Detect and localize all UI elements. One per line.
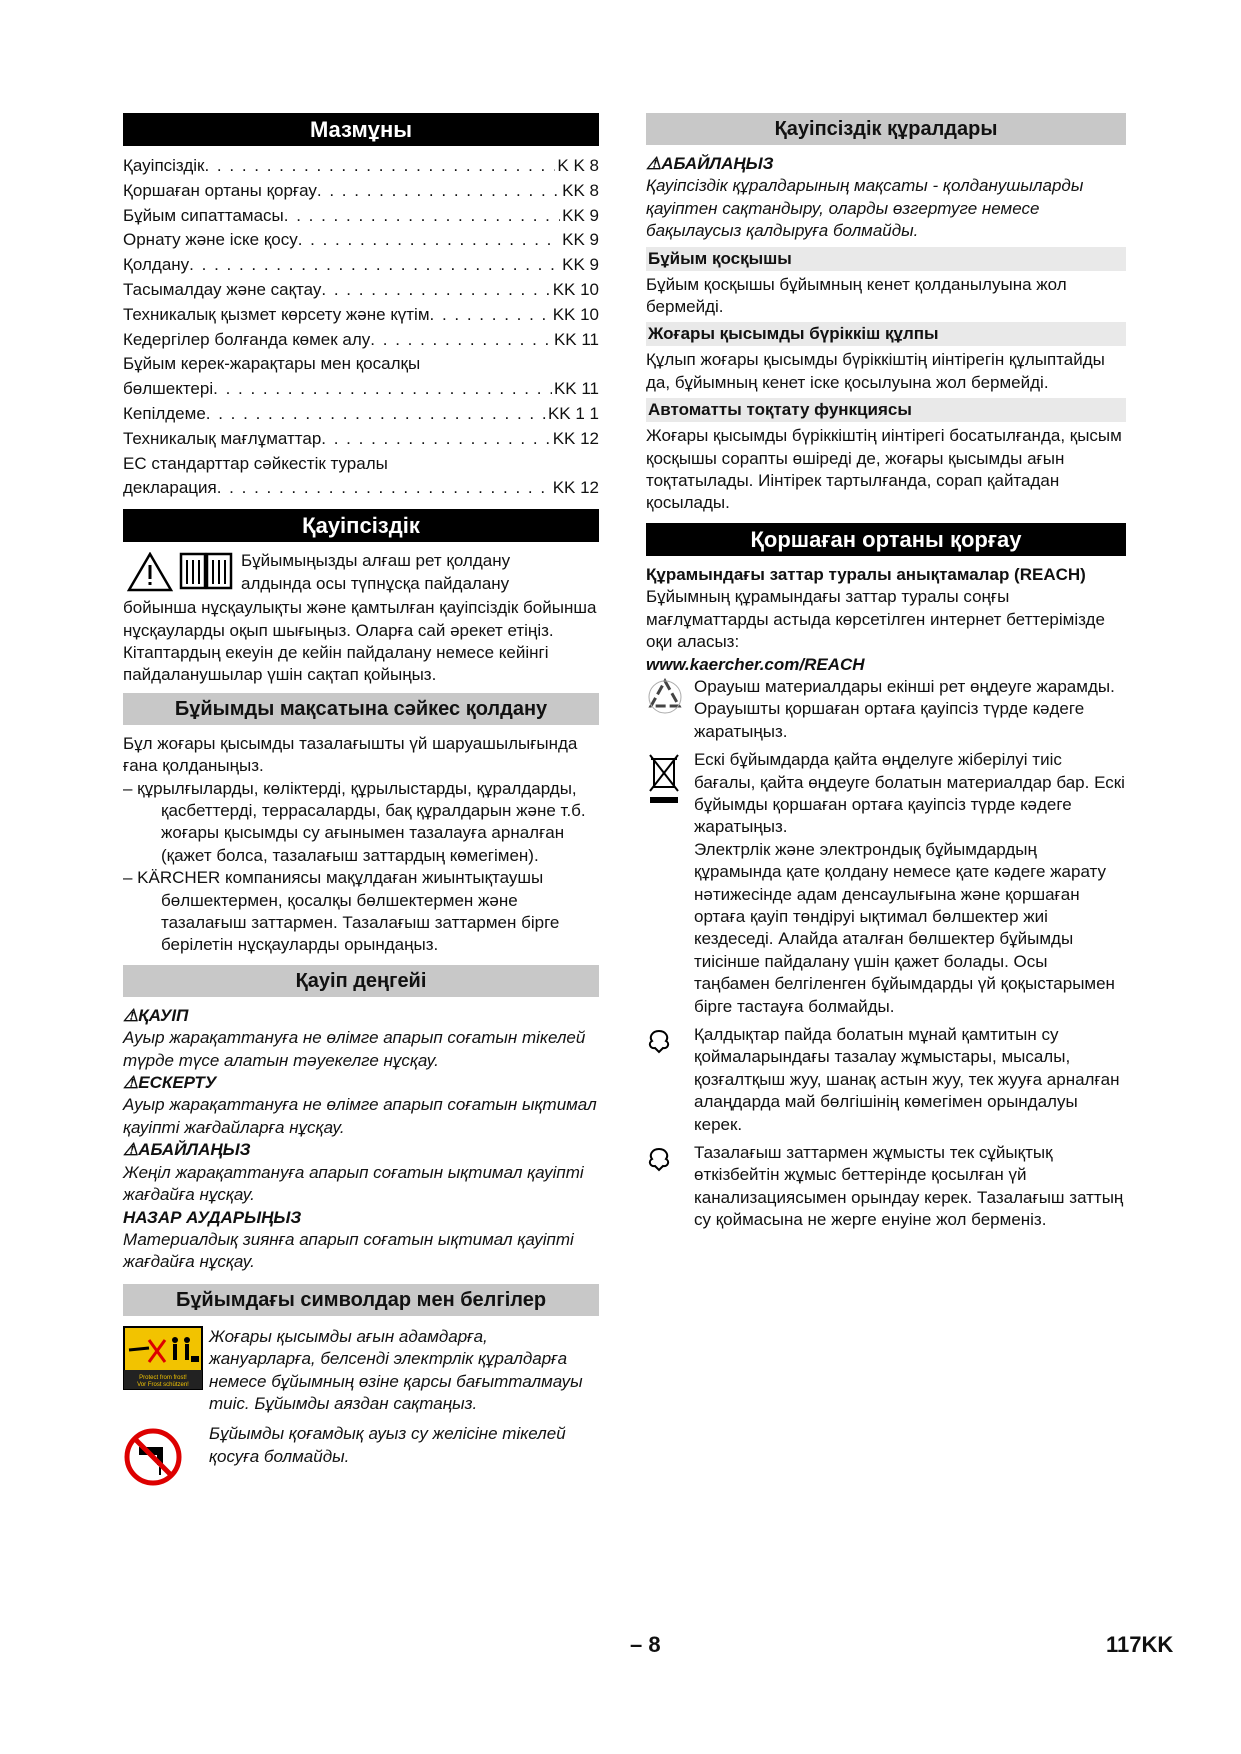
toc-item[interactable]: Қоршаған ортаны қорғау . . . KK 8 bbox=[123, 179, 599, 204]
toc-item[interactable]: Кедергілер болғанда көмек алу . . . KK 11 bbox=[123, 328, 599, 353]
environment-leaf-icon bbox=[646, 1024, 694, 1059]
intended-use-text: Бұл жоғары қысымды тазалағышты үй шаруашылығында ғана қолданыңыз. bbox=[123, 733, 578, 776]
safety-heading: Қауіпсіздік bbox=[123, 509, 599, 542]
no-drinking-water-connection-icon bbox=[123, 1423, 209, 1492]
manual-book-icon bbox=[179, 550, 233, 597]
safety-intro-line1: Бұйымыңызды алғаш рет қолдану bbox=[241, 551, 511, 571]
toc-item[interactable]: Қолдану . . . KK 9 bbox=[123, 253, 599, 278]
recycling-icon bbox=[646, 676, 694, 721]
page-number: – 8 bbox=[630, 1632, 661, 1657]
sign-caption-line2: Vor Frost schützen! bbox=[137, 1381, 189, 1388]
intended-use-heading: Бұйымды мақсатына сәйкес қолдану bbox=[123, 693, 599, 725]
warning-triangle-icon: ⚠ bbox=[123, 1073, 139, 1093]
notice-label: НАЗАР АУДАРЫҢЫЗ bbox=[123, 1207, 302, 1227]
warning-triangle-icon: ⚠ bbox=[646, 154, 662, 173]
reach-link[interactable]: www.kaercher.com/REACH bbox=[646, 654, 865, 674]
environment-heading: Қоршаған ортаны қорғау bbox=[646, 523, 1126, 556]
danger-text: Ауыр жарақаттануға не өлімге апарып соғатын тікелей түрде түсе алатын тәуекелге нұсқау. bbox=[123, 1028, 586, 1070]
caution-label: ⚠АБАЙЛАҢЫЗ bbox=[646, 154, 774, 173]
detergent-text: Тазалағыш заттармен жұмысты тек сұйықтық өткізбейтін жұмыс беттерінде қосылған үй канализациясымен орындау керек. Тазалағыш заттың су қоймасына не жерге енуіне жол берменіз. bbox=[694, 1143, 1124, 1230]
toc-item[interactable]: Кепілдеме . . . KK 1 1 bbox=[123, 402, 599, 427]
symbol-row bbox=[123, 1423, 599, 1492]
device-switch-heading: Бұйым қосқышы bbox=[646, 247, 1126, 271]
warning-text: Ауыр жарақаттануға не өлімге апарып соғатын ықтимал қауіпті жағдайларға нұсқау. bbox=[123, 1095, 597, 1137]
intended-use-bullet: – құрылғыларды, көліктерді, құрылыстарды, құралдарды, қасбеттерді, террасаларды, бақ құралдарын және т.б. жоғары қысымды су ағынымен тазалауға арналған (қажет болса, тазалағыш заттардың көмегімен). bbox=[123, 778, 586, 865]
safety-intro-text: бойынша нұсқаулықты және қамтылған қауіпсіздік бойынша нұсқауларды оқып шығыңыз. Оларға сай әрекет етіңіз. Кітаптардың екеуін де кейін пайдалану немесе кейінгі пайдаланушылар үшін сақтап қойыңыз. bbox=[123, 598, 597, 685]
recycle-text: Орауыш материалдары екінші рет өңдеуге жарамды. Орауышты қоршаған ортаға қауіпсіз түрде кәдеге жаратыңыз. bbox=[694, 676, 1115, 741]
toc-item-cont[interactable]: бөлшектері . . . KK 11 bbox=[123, 377, 599, 402]
safety-intro bbox=[123, 550, 599, 687]
oil-text: Қалдықтар пайда болатын мұнай қамтитын су қоймаларындағы тазалау жұмыстары, мысалы, қозғалтқыш жуу, шанақ астын жуу, тек жууға арналған алаңдарда май бөлгішінің көмегімен орындалуы керек. bbox=[694, 1025, 1120, 1134]
toc-item-cont[interactable]: декларация . . . KK 12 bbox=[123, 476, 599, 501]
symbols-heading: Бұйымдағы символдар мен белгілер bbox=[123, 1284, 599, 1316]
toc-item[interactable]: Орнату және іске қосу . . . KK 9 bbox=[123, 228, 599, 253]
safety-devices-caution-text: Қауіпсіздік құралдарының мақсаты - қолданушыларды қауіптен сақтандыру, оларды өзгертуге немесе бақылаусыз қалдыруға болмайды. bbox=[646, 176, 1084, 241]
gun-lock-heading: Жоғары қысымды бүріккіш құлпы bbox=[646, 322, 1126, 346]
symbol-text: Жоғары қысымды ағын адамдарға, жануарларға, белсенді электрлік құралдарға немесе бұйымның өзіне қарсы бағытталмауы тиіс. Бұйымды аяздан сақтаңыз. bbox=[209, 1326, 583, 1413]
auto-stop-heading: Автоматты тоқтату функциясы bbox=[646, 398, 1126, 422]
warning-triangle-icon: ⚠ bbox=[123, 1005, 139, 1025]
caution-text: Жеңіл жарақаттануға апарып соғатын ықтимал қауіпті жағдайға нұсқау. bbox=[123, 1162, 584, 1205]
env-row bbox=[646, 749, 1126, 1018]
env-row bbox=[646, 676, 1126, 743]
symbol-row bbox=[123, 1326, 599, 1416]
reach-text: Бұйымның құрамындағы заттар туралы соңғы мағлұматтарды астыда көрсетілген интернет беттерімізде оқи аласыз: bbox=[646, 587, 1105, 652]
weee-text: Ескі бұйымдарда қайта өңделуге жіберілуі тиіс бағалы, қайта өңдеуге болатын материалдар бар. Ескі бұйымды қоршаған ортаға қауіпсіз түрде кәдеге жаратыңыз. bbox=[694, 750, 1125, 837]
warning-triangle-icon bbox=[127, 552, 173, 597]
toc-heading: Мазмұны bbox=[123, 113, 599, 146]
sign-caption-line1: Protect from frost! bbox=[139, 1374, 187, 1381]
weee-text-2: Электрлік және электрондық бұйымдардың құрамында қате қолдану немесе қате кәдеге жарату нәтижесінде адам денсаулығына және қоршаған ортаға қауіп төндіруі ықтимал бөлшектер жиі кездеседі. Алайда аталған бөлшектер бұйымды тиісінше пайдалану үшін қажет болады. Осы таңбамен белгіленген бұйымдарды үй қоқыстарымен бірге тастауға болмайды. bbox=[694, 839, 1115, 1016]
toc-item[interactable]: Бұйым керек-жарақтары мен қосалқы bbox=[123, 354, 421, 374]
toc-item[interactable]: Техникалық мағлұматтар . . . KK 12 bbox=[123, 427, 599, 452]
device-switch-text: Бұйым қосқышы бұйымның кенет қолданылуына жол бермейді. bbox=[646, 274, 1067, 317]
no-spray-sign-icon bbox=[123, 1326, 209, 1395]
env-row bbox=[646, 1142, 1126, 1232]
warning-triangle-icon: ⚠ bbox=[123, 1140, 139, 1160]
toc-item[interactable]: Қауіпсіздік . . . K K 8 bbox=[123, 154, 599, 179]
toc-item[interactable]: Техникалық қызмет көрсету және күтім . . . KK 10 bbox=[123, 303, 599, 328]
gun-lock-text: Құлып жоғары қысымды бүріккіштің иінтірегін құлыптайды да, бұйымның кенет іске қосылуына жол бермейді. bbox=[646, 350, 1105, 392]
table-of-contents bbox=[123, 154, 599, 501]
safety-intro-line2: алдында осы түпнұсқа пайдалану bbox=[241, 573, 510, 593]
hazard-levels bbox=[123, 1005, 599, 1274]
toc-item[interactable]: ЕС стандарттар сәйкестік туралы bbox=[123, 453, 388, 473]
symbol-text: Бұйымды қоғамдық ауыз су желісіне тікелей қосуға болмайды. bbox=[209, 1424, 566, 1466]
caution-label: ⚠АБАЙЛАҢЫЗ bbox=[123, 1140, 251, 1160]
crossed-bin-icon bbox=[646, 749, 694, 812]
document-code: 117KK bbox=[1106, 1632, 1174, 1657]
environment-leaf-icon bbox=[646, 1142, 694, 1177]
toc-item[interactable]: Бұйым сипаттамасы . . . KK 9 bbox=[123, 204, 599, 229]
hazard-levels-heading: Қауіп деңгейі bbox=[123, 965, 599, 997]
safety-devices-heading: Қауіпсіздік құралдары bbox=[646, 113, 1126, 145]
left-column bbox=[123, 113, 599, 1492]
notice-text: Материалдық зиянға апарып соғатын ықтимал қауіпті жағдайға нұсқау. bbox=[123, 1229, 574, 1272]
auto-stop-text: Жоғары қысымды бүріккіштің иінтірегі босатылғанда, қысым қосқышы сорапты өшіреді де, жоғары қысымды ағын тоқтатылады. Иінтірек тартылғанда, сорап қайтадан қосылады. bbox=[646, 426, 1122, 513]
env-row bbox=[646, 1024, 1126, 1136]
right-column bbox=[646, 113, 1126, 1232]
intended-use-bullet: – KÄRCHER компаниясы мақұлдаған жиынтықтаушы бөлшектермен, қосалқы бөлшектермен және тазалағыш заттармен. Тазалағыш заттармен бірге берілетін нұсқауларды орындаңыз. bbox=[123, 868, 560, 955]
danger-label: ⚠ҚАУІП bbox=[123, 1005, 189, 1025]
reach-heading: Құрамындағы заттар туралы анықтамалар (REACH) bbox=[646, 564, 1086, 584]
warning-label: ⚠ЕСКЕРТУ bbox=[123, 1073, 217, 1093]
toc-item[interactable]: Тасымалдау және сақтау . . . KK 10 bbox=[123, 278, 599, 303]
